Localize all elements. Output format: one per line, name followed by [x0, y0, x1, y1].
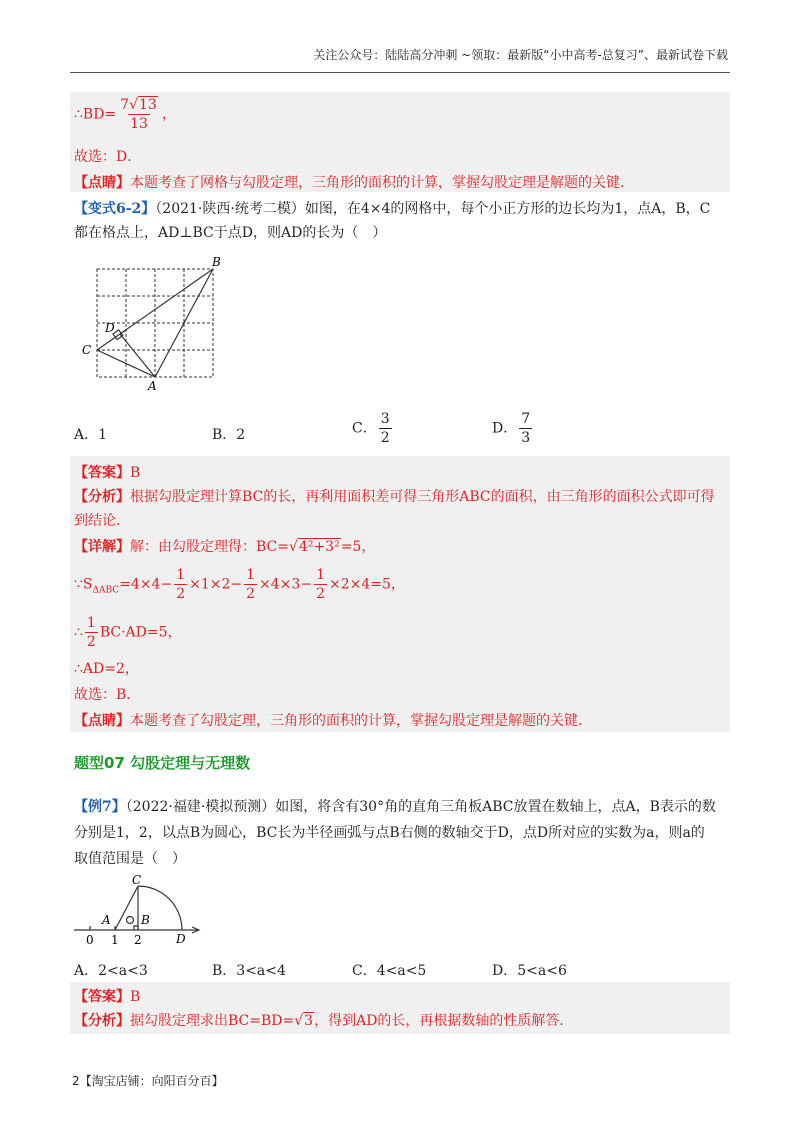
ex7-option-b: B．3<a<4 [212, 963, 286, 979]
q62-tip: 【点睛】本题考查了勾股定理，三角形的面积的计算，掌握勾股定理是解题的关键． [74, 713, 592, 729]
header-rule [70, 72, 730, 73]
label-D: D [105, 321, 115, 335]
ex7-answer: 【答案】B [74, 989, 141, 1005]
ex7-line3: 取值范围是（ ） [74, 851, 186, 867]
label-C: C [82, 343, 92, 357]
q62-detail-2: $\because S_{\Delta ABC}=4\times 4-$ $\frac{1}{2}$ ×1×2− $\frac{1}{2}$ ×4×3− $\frac{1}{2}$ ×2×4=5， [74, 567, 405, 602]
prev-choice: 故选：D． [74, 149, 142, 165]
q62-detail-1: 【详解】解：由勾股定理得：BC=√4²+3²=5， [74, 539, 376, 555]
label-C-ex7: C [132, 873, 142, 887]
q62-option-b: B．2 [212, 427, 246, 443]
label-B: B [212, 255, 221, 269]
number-line-figure [72, 872, 212, 948]
ex7-analysis: 【分析】据勾股定理求出BC=BD=√3，得到AD的长，再根据数轴的性质解答． [74, 1013, 574, 1029]
ex7-option-c: C．4<a<5 [352, 963, 427, 979]
q62-analysis-1: 【分析】根据勾股定理计算BC的长，再利用面积差可得三角形ABC的面积，由三角形的面积公式即可得 [74, 489, 715, 505]
bd-result: ∴BD= $\frac{7√13}{13}$ ， [74, 97, 176, 132]
q62-answer: 【答案】B [74, 465, 141, 481]
label-D-ex7: D [176, 932, 186, 946]
q62-analysis-2: 到结论． [74, 513, 130, 529]
q62-option-d: D． $\frac{7}{3}$ [492, 411, 531, 446]
page-footer: 2【淘宝店铺：向阳百分百】 [72, 1074, 224, 1088]
label-B-ex7: B [141, 913, 150, 927]
ex7-line2: 分别是1，2，以点B为圆心，BC长为半径画弧与点B右侧的数轴交于D，点D所对应的实数为a，则a的 [74, 825, 705, 841]
section-title: 题型07 勾股定理与无理数 [74, 754, 251, 772]
tick-0: 0 [86, 933, 94, 947]
ex7-line1: 【例7】（2022·福建·模拟预测）如图，将含有30°角的直角三角板ABC放置在数轴上，点A，B表示的数 [74, 799, 716, 815]
tick-1: 1 [111, 933, 119, 947]
q62-line2: 都在格点上，AD⊥BC于点D，则AD的长为（ ） [74, 225, 387, 241]
q62-detail-3: ∴ $\frac{1}{2}$ BC·AD=5， [74, 615, 182, 650]
q62-option-a: A．1 [74, 427, 108, 443]
ex7-option-a: A．2<a<3 [74, 963, 148, 979]
q62-detail-4: ∴AD=2， [74, 661, 139, 677]
tick-2: 2 [134, 933, 142, 947]
prev-tip: 【点睛】本题考查了网格与勾股定理，三角形的面积的计算，掌握勾股定理是解题的关键． [74, 175, 634, 191]
q62-choice: 故选：B． [74, 687, 141, 703]
grid-triangle-figure [78, 254, 248, 394]
q62-option-c: C． $\frac{3}{2}$ [352, 411, 390, 446]
q62-line1: 【变式6-2】（2021·陕西·统考二模）如图，在4×4的网格中，每个小正方形的边长均为1，点A，B，C [74, 201, 711, 217]
label-A: A [148, 379, 157, 393]
label-A-ex7: A [102, 913, 111, 927]
page-header: 关注公众号：陆陆高分冲刺 ~领取：最新版“小中高考-总复习”、最新试卷下载 [313, 48, 728, 62]
ex7-option-d: D．5<a<6 [492, 963, 567, 979]
